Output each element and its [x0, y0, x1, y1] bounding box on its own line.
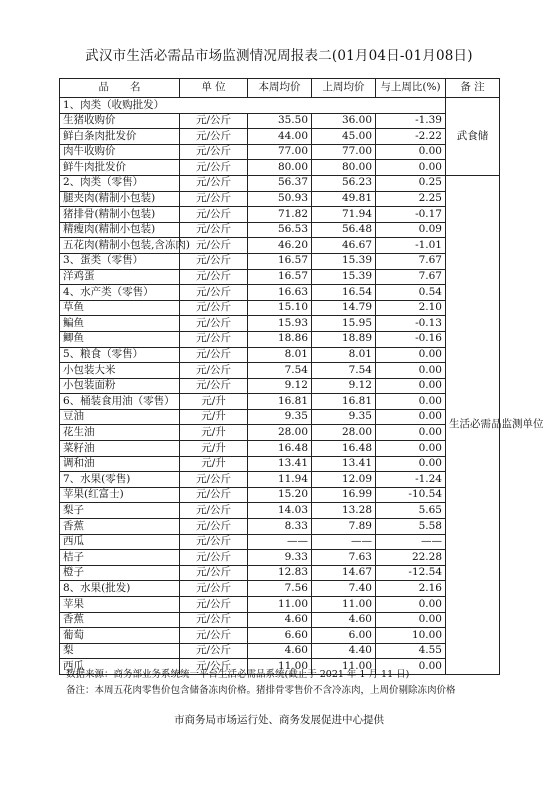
change-percent: 0.00	[376, 441, 446, 457]
change-percent: -2.22	[376, 129, 446, 145]
table-row	[60, 144, 500, 160]
table-row	[60, 269, 500, 285]
change-percent: 0.00	[376, 363, 446, 379]
change-percent: 22.28	[376, 550, 446, 566]
this-week-price: 56.53	[248, 222, 312, 238]
this-week-price: 11.00	[248, 659, 312, 675]
change-percent: 2.16	[376, 581, 446, 597]
header-unit: 单 位	[180, 79, 248, 98]
item-name: 菜籽油	[60, 441, 180, 457]
this-week-price: 12.83	[248, 565, 312, 581]
table-row	[60, 643, 500, 659]
item-name: 生猪收购价	[60, 113, 180, 129]
this-week-price: 15.10	[248, 300, 312, 316]
unit-cell: 元/公斤	[180, 487, 248, 503]
this-week-price: 9.33	[248, 550, 312, 566]
unit-cell: 元/公斤	[180, 643, 248, 659]
last-week-price: 56.48	[312, 222, 376, 238]
last-week-price: 15.39	[312, 269, 376, 285]
change-percent: -10.54	[376, 487, 446, 503]
item-name: 小包装大米	[60, 363, 180, 379]
last-week-price: 7.63	[312, 550, 376, 566]
remark-note: 备注：本周五花肉零售价包含储备冻肉价格。猪排骨零售价不含冷冻肉，上周价剔除冻肉价格	[66, 685, 456, 696]
last-week-price: 18.89	[312, 331, 376, 347]
section-title: 2、肉类（零售）	[60, 175, 180, 191]
this-week-price: 71.82	[248, 207, 312, 223]
unit-cell: 元/公斤	[180, 144, 248, 160]
unit-cell: 元/公斤	[180, 581, 248, 597]
last-week-price: 7.40	[312, 581, 376, 597]
last-week-price: 4.60	[312, 612, 376, 628]
last-week-price: 7.54	[312, 363, 376, 379]
last-week-price: 8.01	[312, 347, 376, 363]
table-row	[60, 378, 500, 394]
table-row	[60, 425, 500, 441]
unit-cell: 元/公斤	[180, 113, 248, 129]
item-name: 草鱼	[60, 300, 180, 316]
this-week-price: 14.03	[248, 503, 312, 519]
change-percent: 2.25	[376, 191, 446, 207]
last-week-price: 14.79	[312, 300, 376, 316]
this-week-price: 16.81	[248, 394, 312, 410]
unit-cell: 元/公斤	[180, 129, 248, 145]
table-row	[60, 441, 500, 457]
note-cell-group1: 武食储	[446, 98, 500, 176]
change-percent: 0.00	[376, 347, 446, 363]
section-title: 6、桶装食用油（零售）	[60, 394, 180, 410]
change-percent: 0.00	[376, 612, 446, 628]
last-week-price: 6.00	[312, 628, 376, 644]
last-week-price: 80.00	[312, 160, 376, 176]
unit-cell: 元/公斤	[180, 472, 248, 488]
change-percent: -0.17	[376, 207, 446, 223]
last-week-price: 45.00	[312, 129, 376, 145]
table-row	[60, 113, 500, 129]
item-name: 桔子	[60, 550, 180, 566]
header-name: 品 名	[60, 79, 180, 98]
item-name: 西瓜	[60, 534, 180, 550]
last-week-price: 7.89	[312, 519, 376, 535]
section-title: 3、蛋类（零售）	[60, 253, 180, 269]
unit-cell: 元/公斤	[180, 363, 248, 379]
this-week-price: ——	[248, 534, 312, 550]
this-week-price: 9.35	[248, 409, 312, 425]
last-week-price: 36.00	[312, 113, 376, 129]
data-source-note: 数据来源：商务部业务系统统一平台生活必需品系统(截止于 2021 年 1 月 11 日)	[66, 669, 410, 680]
table-row	[60, 363, 500, 379]
item-name: 梨子	[60, 503, 180, 519]
section-row	[60, 253, 500, 269]
this-week-price: 7.56	[248, 581, 312, 597]
unit-cell: 元/升	[180, 425, 248, 441]
item-name: 鲜白条肉批发价	[60, 129, 180, 145]
change-percent: 0.00	[376, 378, 446, 394]
price-table	[59, 78, 544, 675]
unit-cell: 元/公斤	[180, 612, 248, 628]
table-row	[60, 519, 500, 535]
section-row	[60, 394, 500, 410]
table-row	[60, 129, 500, 145]
change-percent: 10.00	[376, 628, 446, 644]
section-row	[60, 175, 500, 191]
unit-cell: 元/升	[180, 441, 248, 457]
unit-cell: 元/公斤	[180, 347, 248, 363]
this-week-price: 46.20	[248, 238, 312, 254]
item-name: 橙子	[60, 565, 180, 581]
header-change: 与上周比(%)	[376, 79, 446, 98]
this-week-price: 9.12	[248, 378, 312, 394]
table-row	[60, 550, 500, 566]
item-name: 猪排骨(精制小包装)	[60, 207, 180, 223]
last-week-price: 49.81	[312, 191, 376, 207]
unit-cell: 元/公斤	[180, 160, 248, 176]
this-week-price: 18.86	[248, 331, 312, 347]
item-name: 葡萄	[60, 628, 180, 644]
last-week-price: 13.28	[312, 503, 376, 519]
this-week-price: 6.60	[248, 628, 312, 644]
item-name: 调和油	[60, 456, 180, 472]
this-week-price: 15.93	[248, 316, 312, 332]
item-name: 香蕉	[60, 612, 180, 628]
change-percent: 0.00	[376, 597, 446, 613]
last-week-price: 46.67	[312, 238, 376, 254]
change-percent: 7.67	[376, 269, 446, 285]
this-week-price: 16.63	[248, 285, 312, 301]
last-week-price: 16.99	[312, 487, 376, 503]
this-week-price: 56.37	[248, 175, 312, 191]
unit-cell: 元/公斤	[180, 519, 248, 535]
last-week-price: 16.48	[312, 441, 376, 457]
this-week-price: 50.93	[248, 191, 312, 207]
change-percent: 5.58	[376, 519, 446, 535]
change-percent: 5.65	[376, 503, 446, 519]
item-name: 苹果(红富士)	[60, 487, 180, 503]
change-percent: 0.00	[376, 394, 446, 410]
last-week-price: 9.35	[312, 409, 376, 425]
last-week-price: 4.40	[312, 643, 376, 659]
item-name: 香蕉	[60, 519, 180, 535]
table-row	[60, 331, 500, 347]
unit-cell: 元/公斤	[180, 316, 248, 332]
unit-cell: 元/公斤	[180, 503, 248, 519]
item-name: 腿夹肉(精制小包装)	[60, 191, 180, 207]
this-week-price: 77.00	[248, 144, 312, 160]
last-week-price: 11.00	[312, 597, 376, 613]
item-name: 西瓜	[60, 659, 180, 675]
this-week-price: 80.00	[248, 160, 312, 176]
this-week-price: 13.41	[248, 456, 312, 472]
unit-cell: 元/公斤	[180, 253, 248, 269]
table-row	[60, 456, 500, 472]
header-last-week: 上周均价	[312, 79, 376, 98]
item-name: 花生油	[60, 425, 180, 441]
last-week-price: 16.54	[312, 285, 376, 301]
report-title: 武汉市生活必需品市场监测情况周报表二(01月04日-01月08日)	[85, 48, 473, 64]
last-week-price: 16.81	[312, 394, 376, 410]
change-percent: 2.10	[376, 300, 446, 316]
this-week-price: 16.57	[248, 253, 312, 269]
unit-cell: 元/公斤	[180, 378, 248, 394]
unit-cell: 元/公斤	[180, 597, 248, 613]
unit-cell: 元/公斤	[180, 659, 248, 675]
change-percent: 7.67	[376, 253, 446, 269]
item-name: 五花肉(精制小包装,含冻肉)	[60, 238, 180, 254]
this-week-price: 16.48	[248, 441, 312, 457]
this-week-price: 8.33	[248, 519, 312, 535]
last-week-price: 9.12	[312, 378, 376, 394]
table-row	[60, 222, 500, 238]
unit-cell: 元/公斤	[180, 550, 248, 566]
unit-cell: 元/公斤	[180, 628, 248, 644]
table-row	[60, 628, 500, 644]
change-percent: 0.00	[376, 160, 446, 176]
header-this-week: 本周均价	[248, 79, 312, 98]
change-percent: -1.39	[376, 113, 446, 129]
item-name: 鳊鱼	[60, 316, 180, 332]
this-week-price: 16.57	[248, 269, 312, 285]
last-week-price: 12.09	[312, 472, 376, 488]
unit-cell: 元/公斤	[180, 238, 248, 254]
table-header-row	[60, 79, 500, 98]
table-row	[60, 207, 500, 223]
section-title: 7、水果(零售)	[60, 472, 180, 488]
this-week-price: 4.60	[248, 612, 312, 628]
item-name: 小包装面粉	[60, 378, 180, 394]
unit-cell: 元/公斤	[180, 565, 248, 581]
unit-cell: 元/公斤	[180, 300, 248, 316]
provider-line: 市商务局市场运行处、商务发展促进中心提供	[174, 714, 384, 726]
this-week-price: 4.60	[248, 643, 312, 659]
table-row	[60, 300, 500, 316]
table-row	[60, 160, 500, 176]
item-name: 精瘦肉(精制小包装)	[60, 222, 180, 238]
item-name: 鲜牛肉批发价	[60, 160, 180, 176]
unit-cell: 元/公斤	[180, 285, 248, 301]
item-name: 肉牛收购价	[60, 144, 180, 160]
change-percent: 0.00	[376, 659, 446, 675]
change-percent: 0.00	[376, 425, 446, 441]
change-percent: 0.09	[376, 222, 446, 238]
table-row	[60, 503, 500, 519]
item-name: 苹果	[60, 597, 180, 613]
change-percent: 0.54	[376, 285, 446, 301]
unit-cell: 元/升	[180, 409, 248, 425]
table-row	[60, 612, 500, 628]
item-name: 洋鸡蛋	[60, 269, 180, 285]
change-percent: 0.00	[376, 456, 446, 472]
table-row	[60, 565, 500, 581]
change-percent: -1.24	[376, 472, 446, 488]
section-title: 4、水产类（零售）	[60, 285, 180, 301]
last-week-price: 15.39	[312, 253, 376, 269]
this-week-price: 8.01	[248, 347, 312, 363]
change-percent: 0.00	[376, 409, 446, 425]
table-row	[60, 534, 500, 550]
section-row	[60, 285, 500, 301]
section-row	[60, 98, 500, 114]
note-cell-group2: 生活必需品监测单位	[446, 175, 500, 674]
item-name: 鲫鱼	[60, 331, 180, 347]
table-row	[60, 409, 500, 425]
this-week-price: 11.00	[248, 597, 312, 613]
last-week-price: 15.95	[312, 316, 376, 332]
table-row	[60, 191, 500, 207]
unit-cell: 元/公斤	[180, 534, 248, 550]
table-row	[60, 487, 500, 503]
last-week-price: ——	[312, 534, 376, 550]
item-name: 梨	[60, 643, 180, 659]
change-percent: 0.00	[376, 144, 446, 160]
change-percent: -1.01	[376, 238, 446, 254]
section-row	[60, 472, 500, 488]
item-name: 豆油	[60, 409, 180, 425]
last-week-price: 11.00	[312, 659, 376, 675]
unit-cell: 元/公斤	[180, 207, 248, 223]
change-percent: ——	[376, 534, 446, 550]
table-row	[60, 597, 500, 613]
this-week-price: 15.20	[248, 487, 312, 503]
last-week-price: 77.00	[312, 144, 376, 160]
section-row	[60, 347, 500, 363]
this-week-price: 7.54	[248, 363, 312, 379]
unit-cell: 元/升	[180, 394, 248, 410]
table-row	[60, 316, 500, 332]
section-title: 5、粮食（零售）	[60, 347, 180, 363]
change-percent: 4.55	[376, 643, 446, 659]
unit-cell: 元/公斤	[180, 331, 248, 347]
change-percent: 0.25	[376, 175, 446, 191]
section-title: 8、水果(批发)	[60, 581, 180, 597]
this-week-price: 44.00	[248, 129, 312, 145]
this-week-price: 11.94	[248, 472, 312, 488]
last-week-price: 14.67	[312, 565, 376, 581]
last-week-price: 56.23	[312, 175, 376, 191]
unit-cell: 元/公斤	[180, 269, 248, 285]
change-percent: -12.54	[376, 565, 446, 581]
unit-cell: 元/公斤	[180, 175, 248, 191]
unit-cell: 元/公斤	[180, 222, 248, 238]
header-note: 备 注	[446, 79, 500, 98]
change-percent: -0.16	[376, 331, 446, 347]
section-title: 1、肉类（收购批发）	[60, 98, 446, 114]
change-percent: -0.13	[376, 316, 446, 332]
table-row	[60, 238, 500, 254]
last-week-price: 28.00	[312, 425, 376, 441]
this-week-price: 28.00	[248, 425, 312, 441]
this-week-price: 35.50	[248, 113, 312, 129]
last-week-price: 71.94	[312, 207, 376, 223]
section-row	[60, 581, 500, 597]
unit-cell: 元/升	[180, 456, 248, 472]
unit-cell: 元/公斤	[180, 191, 248, 207]
last-week-price: 13.41	[312, 456, 376, 472]
